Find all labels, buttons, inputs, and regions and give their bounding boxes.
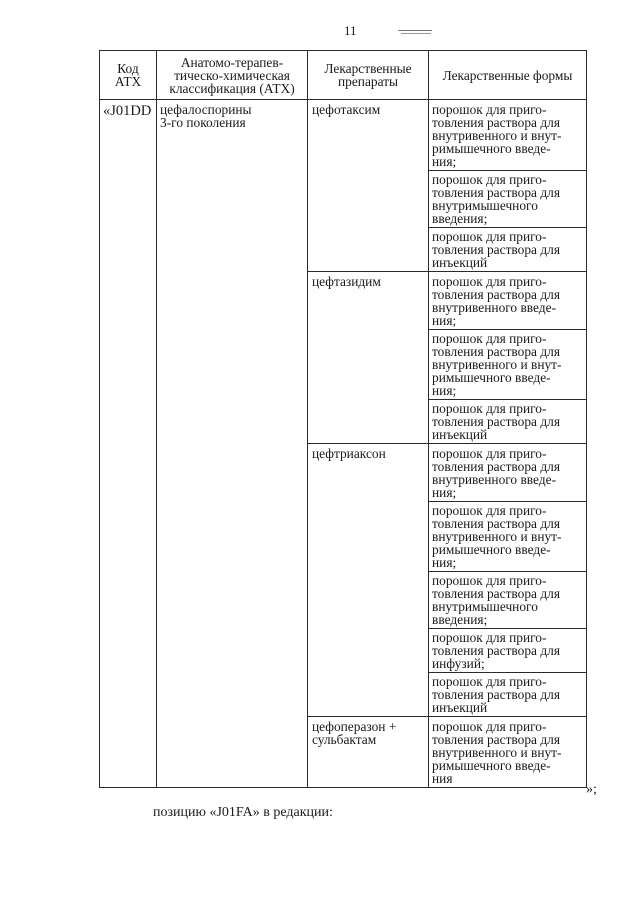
header-forms: Лекарственные формы [429,51,587,100]
closing-quote: »; [586,782,597,797]
header-classification: Анатомо-терапев- тическо-химическая классификация (АТХ) [157,51,308,100]
form-item: порошок для приго- товления раствора для внутривенного введе- ния; [432,274,560,328]
form-item: порошок для приго- товления раствора для внутримышечного введения; [429,170,586,227]
forms-cell [429,444,587,717]
atx-classification: цефалоспорины 3-го поколения [157,100,308,788]
header-drugs: Лекарственные препараты [308,51,429,100]
form-item: порошок для приго- товления раствора для инъекций [429,227,586,271]
form-item: порошок для приго- товления раствора для внутривенного и внут- римышечного введе- ния; [432,102,562,169]
atx-table [99,50,587,788]
forms-cell [429,100,587,272]
form-item: порошок для приго- товления раствора для внутривенного и внут- римышечного введе- ния; [429,329,586,399]
table-header-row [100,51,587,100]
forms-cell [429,717,587,788]
drug-name: цефоперазон + сульбактам [308,717,429,788]
header-code: Код АТХ [100,51,157,100]
table-row [100,100,587,272]
drug-name: цефотаксим [308,100,429,272]
atx-code: «J01DD [100,100,157,788]
form-item: порошок для приго- товления раствора для инфузий; [429,628,586,672]
form-item: порошок для приго- товления раствора для внутривенного введе- ния; [432,446,560,500]
following-text: позицию «J01FA» в редакции: [153,805,333,820]
drug-name: цефтриаксон [308,444,429,717]
form-item: порошок для приго- товления раствора для внутримышечного введения; [429,571,586,628]
drug-name: цефтазидим [308,272,429,444]
page-number: 11 [344,23,357,38]
form-item: порошок для приго- товления раствора для внутривенного и внут- римышечного введе- ния [432,719,562,786]
form-item: порошок для приго- товления раствора для инъекций [429,672,586,716]
form-item: порошок для приго- товления раствора для инъекций [429,399,586,443]
stamp-mark [398,29,432,34]
forms-cell [429,272,587,444]
form-item: порошок для приго- товления раствора для внутривенного и внут- римышечного введе- ния; [429,501,586,571]
